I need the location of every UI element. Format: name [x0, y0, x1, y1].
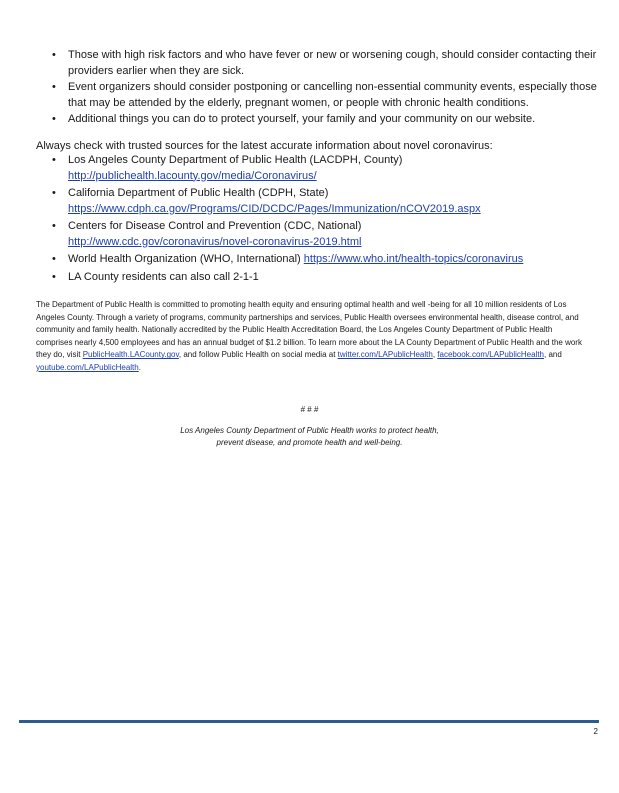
list-item	[52, 153, 600, 184]
source-link-who[interactable]: https://www.who.int/health-topics/coronavirus	[303, 253, 524, 265]
about-text-end: .	[138, 362, 141, 372]
tagline-line-1: Los Angeles County Department of Public Health works to protect health,	[180, 426, 439, 435]
bullet-icon: •	[52, 81, 56, 93]
youtube-link[interactable]: youtube.com/LAPublicHealth	[36, 362, 139, 372]
list-item	[52, 112, 600, 128]
bullet-icon: •	[52, 113, 56, 125]
source-name: Centers for Disease Control and Prevention (CDC, National)	[68, 220, 362, 232]
list-item	[52, 80, 600, 111]
precaution-text: Event organizers should consider postponing or cancelling non-essential community events, especially those that may be attended by the elderly, pregnant women, or people with chronic health conditions.	[68, 81, 597, 109]
about-text-comma: ,	[432, 350, 436, 360]
bullet-icon: •	[52, 270, 56, 283]
source-link-lacdph[interactable]: http://publichealth.lacounty.gov/media/Coronavirus/	[68, 169, 317, 182]
source-link-cdc[interactable]: http://www.cdc.gov/coronavirus/novel-coronavirus-2019.html	[68, 235, 362, 248]
tagline	[0, 425, 619, 449]
list-item	[52, 186, 600, 217]
bullet-icon: •	[52, 187, 56, 199]
twitter-link[interactable]: twitter.com/LAPublicHealth	[337, 350, 433, 360]
tagline-line-2: prevent disease, and promote health and well-being.	[216, 438, 403, 447]
source-name: California Department of Public Health (CDPH, State)	[68, 187, 329, 199]
page-number: 2	[593, 727, 598, 736]
source-name: Los Angeles County Department of Public Health (LACDPH, County)	[68, 154, 403, 166]
source-link-cdph[interactable]: https://www.cdph.ca.gov/Programs/CID/DCDC/Pages/Immunization/nCOV2019.aspx	[68, 202, 481, 215]
source-name: LA County residents can also call 2-1-1	[68, 270, 259, 283]
source-name: World Health Organization (WHO, International)	[68, 253, 301, 265]
sources-intro: Always check with trusted sources for the latest accurate information about novel coronavirus:	[36, 140, 493, 152]
list-item	[52, 270, 600, 286]
sources-list	[52, 153, 600, 287]
bullet-icon: •	[52, 49, 56, 61]
about-text: The Department of Public Health is committed to promoting health equity and ensuring optimal health and well -being for all 10 million residents of Los Angeles County. Through a variety of programs, community partnerships and services, Public Health oversees environmental health, disease control, and community and family health. Nationally accredited by the Public Health Accreditation Board, the Los Angeles County Department of Public Health comprises nearly 4,500 employees and has an annual budget of $1.2 billion. To learn more about the LA County Department of Public Health and the work they do, visit	[36, 300, 582, 360]
about-text-follow: , and follow Public Health on social media at	[178, 350, 338, 360]
bullet-icon: •	[52, 154, 56, 166]
footer-rule	[19, 720, 599, 723]
precautions-list	[52, 48, 600, 129]
list-item	[52, 48, 600, 79]
list-item	[52, 252, 600, 268]
bullet-icon: •	[52, 220, 56, 232]
about-text-and: , and	[544, 350, 562, 360]
facebook-link[interactable]: facebook.com/LAPublicHealth	[437, 350, 545, 360]
precaution-text: Those with high risk factors and who have fever or new or worsening cough, should consider contacting their providers earlier when they are sick.	[68, 49, 597, 77]
bullet-icon: •	[52, 253, 56, 265]
precaution-text: Additional things you can do to protect yourself, your family and your community on our website.	[68, 113, 536, 125]
section-separator: # # #	[300, 405, 319, 414]
list-item	[52, 219, 600, 250]
website-link[interactable]: PublicHealth.LACounty.gov	[82, 350, 179, 360]
about-paragraph	[36, 299, 584, 375]
